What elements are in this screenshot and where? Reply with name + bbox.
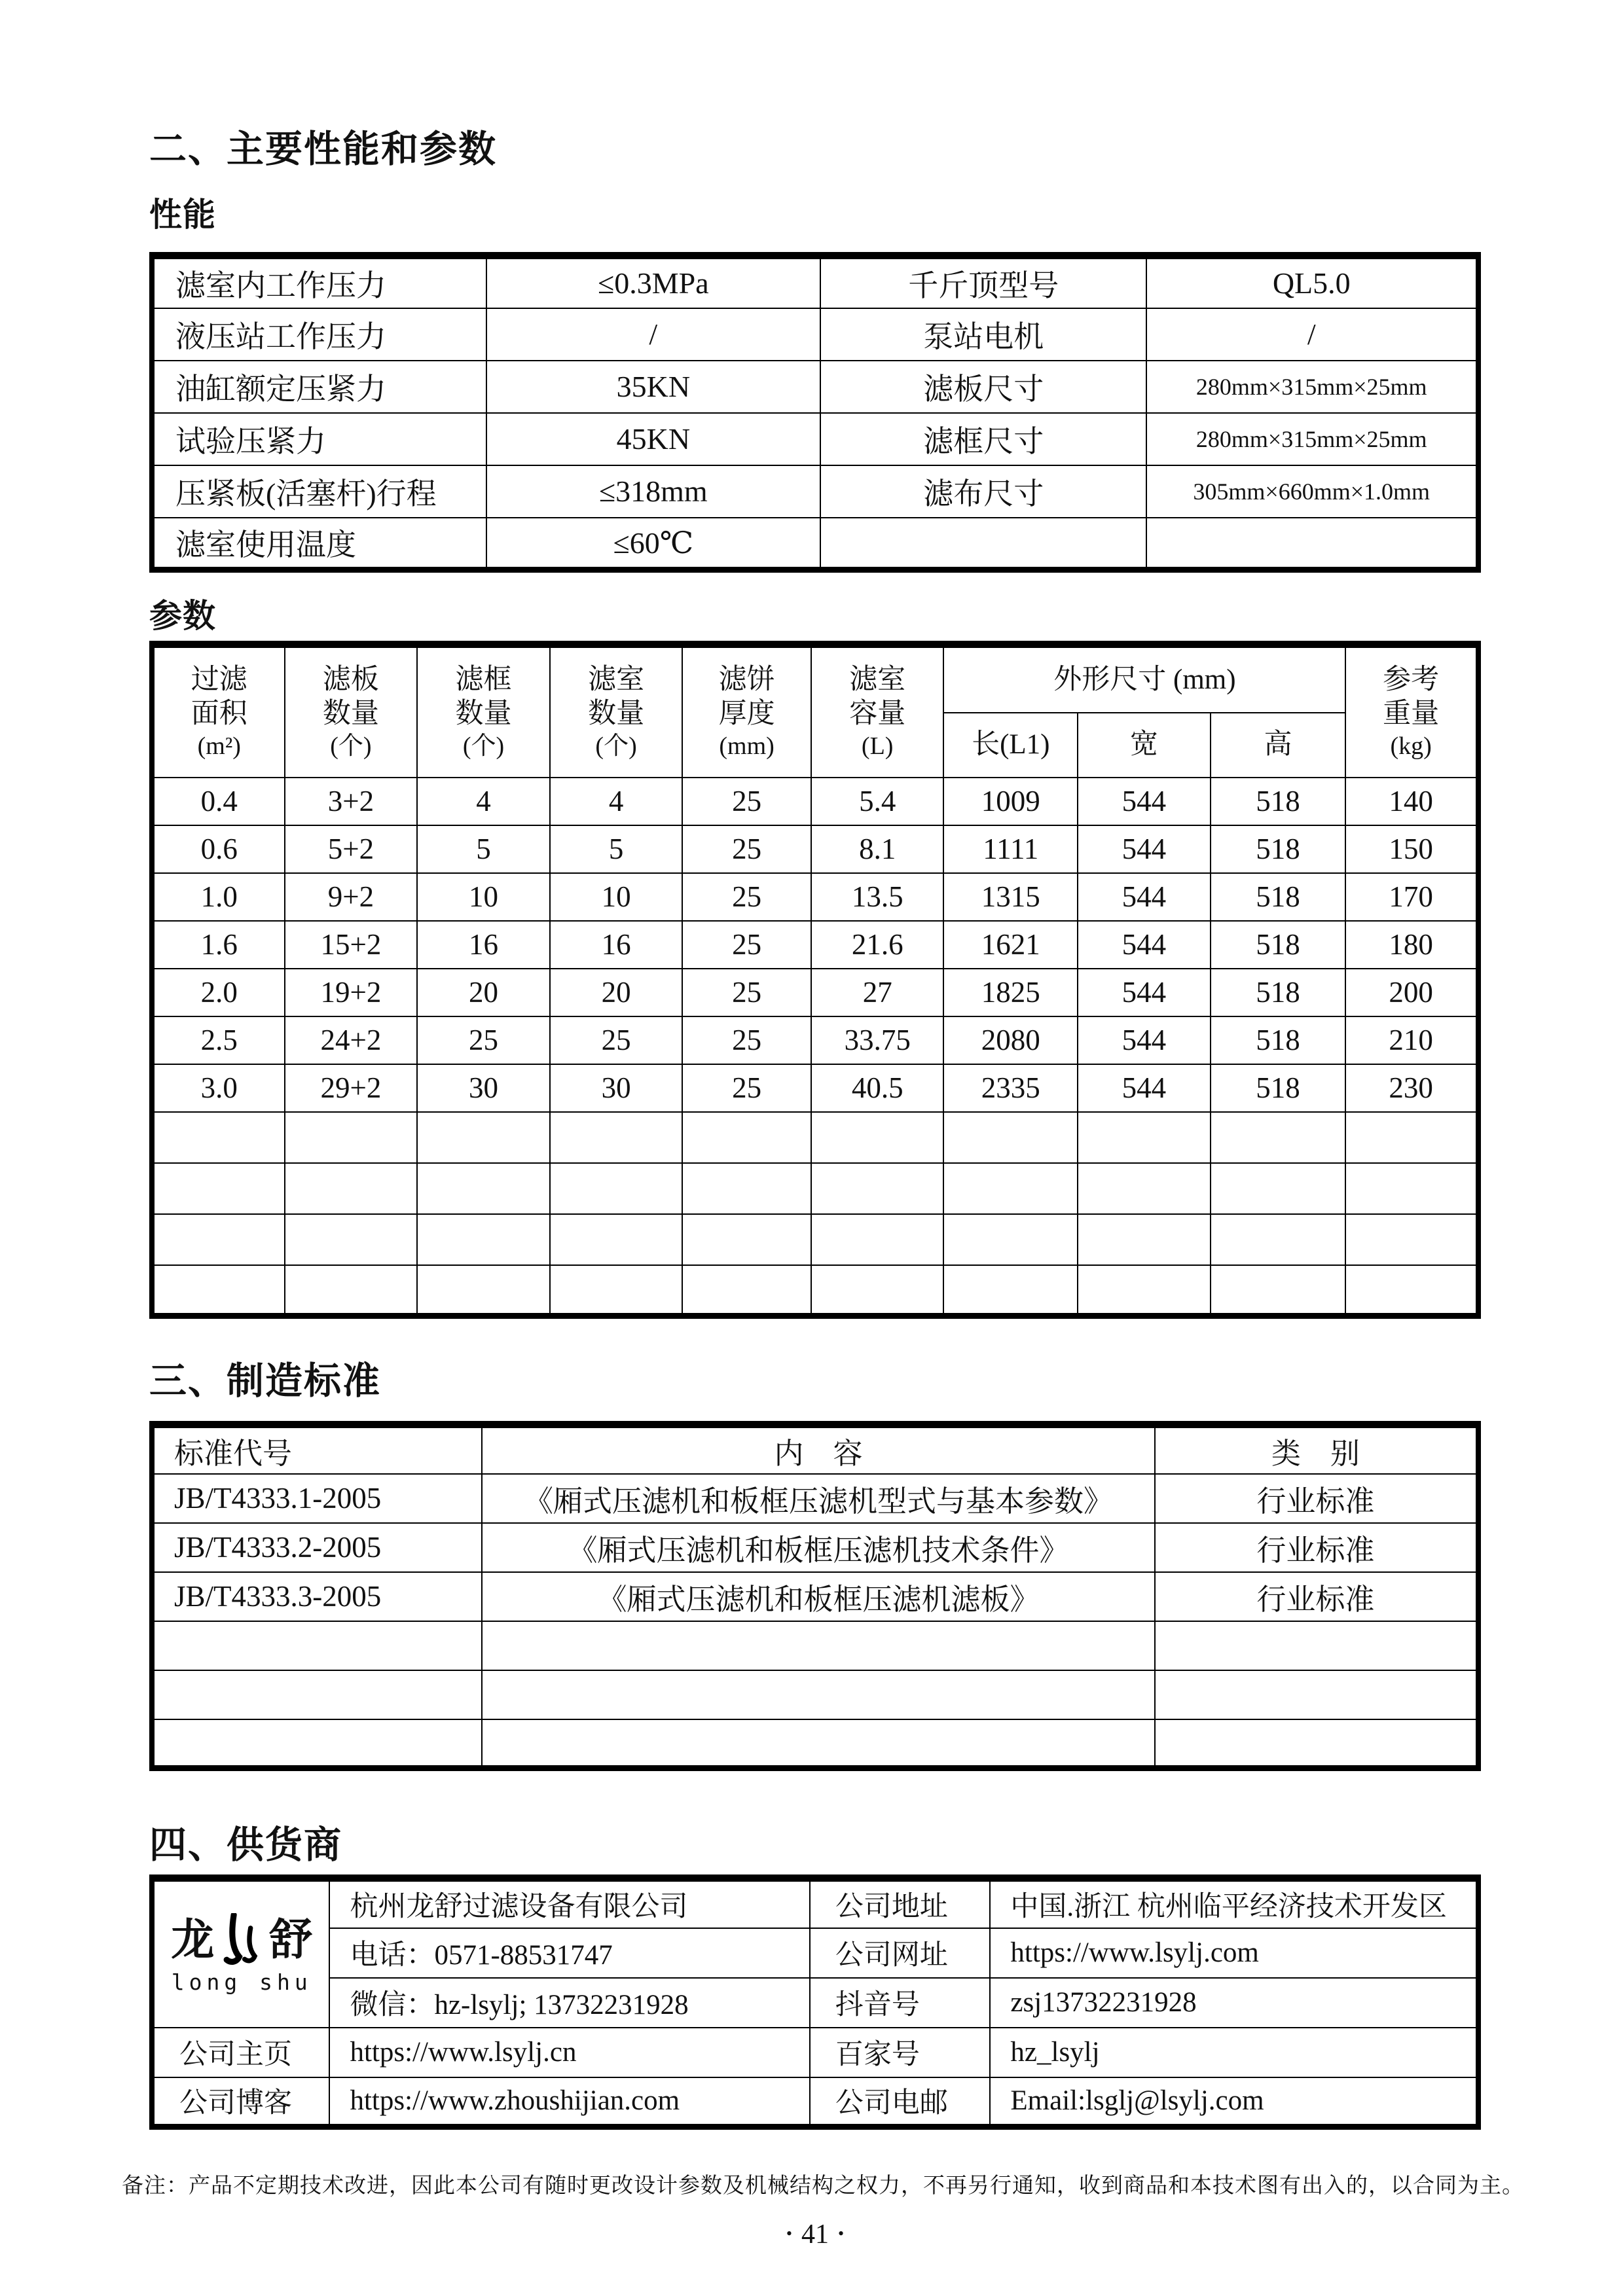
parameter-cell: 544 [1078, 969, 1211, 1016]
parameter-cell: 33.75 [811, 1016, 944, 1064]
parameter-cell: 40.5 [811, 1064, 944, 1112]
supplier-row [152, 1928, 1478, 1978]
parameter-cell: 9+2 [285, 873, 418, 921]
param-header-cake-thickness: 滤饼 厚度 (mm) [682, 645, 811, 778]
parameter-cell-empty [811, 1163, 944, 1214]
parameter-cell-empty [550, 1265, 683, 1316]
performance-label: 滤板尺寸 [820, 361, 1146, 413]
parameter-cell: 544 [1078, 778, 1211, 825]
parameter-cell: 1621 [943, 921, 1078, 969]
parameter-cell-empty [811, 1265, 944, 1316]
logo-subtext: long shu [171, 1969, 312, 1996]
parameter-cell: 518 [1211, 921, 1346, 969]
parameter-cell: 518 [1211, 778, 1346, 825]
supplier-row [152, 2028, 1478, 2077]
standard-row [152, 1474, 1478, 1523]
standard-category: 行业标准 [1155, 1523, 1478, 1572]
parameter-cell-empty [682, 1112, 811, 1163]
parameter-cell: 27 [811, 969, 944, 1016]
standard-category: 行业标准 [1155, 1474, 1478, 1523]
standard-content: 《厢式压滤机和板框压滤机型式与基本参数》 [482, 1474, 1154, 1523]
standard-code: JB/T4333.1-2005 [152, 1474, 482, 1523]
parameter-cell: 30 [550, 1064, 683, 1112]
company-baijiahao-label: 百家号 [810, 2028, 991, 2077]
parameter-cell-empty [550, 1112, 683, 1163]
parameter-cell: 15+2 [285, 921, 418, 969]
parameter-cell: 10 [550, 873, 683, 921]
parameter-cell-empty [550, 1163, 683, 1214]
parameter-row [152, 825, 1478, 873]
performance-row [152, 518, 1478, 570]
company-phone: 电话：0571-88531747 [329, 1928, 809, 1978]
parameter-cell: 25 [682, 873, 811, 921]
parameter-cell: 140 [1345, 778, 1478, 825]
performance-value: / [1146, 308, 1478, 361]
performance-value: 280mm×315mm×25mm [1146, 413, 1478, 465]
standard-empty-row [152, 1719, 1478, 1768]
logo-char-long: 龙 [171, 1916, 215, 1965]
standard-category-empty [1155, 1719, 1478, 1768]
performance-value [1146, 518, 1478, 570]
performance-label: 压紧板(活塞杆)行程 [152, 465, 486, 518]
parameter-cell: 518 [1211, 873, 1346, 921]
parameter-cell-empty [1345, 1112, 1478, 1163]
parameter-cell-empty [1078, 1265, 1211, 1316]
company-douyin-value: zsj13732231928 [990, 1978, 1478, 2028]
performance-label [820, 518, 1146, 570]
parameter-cell: 4 [550, 778, 683, 825]
parameter-cell: 180 [1345, 921, 1478, 969]
standard-category-empty [1155, 1670, 1478, 1719]
standard-category-empty [1155, 1621, 1478, 1670]
standard-empty-row [152, 1621, 1478, 1670]
parameter-row [152, 1064, 1478, 1112]
parameter-cell: 2.5 [152, 1016, 285, 1064]
company-name: 杭州龙舒过滤设备有限公司 [329, 1878, 809, 1928]
parameter-row [152, 1016, 1478, 1064]
parameter-row [152, 921, 1478, 969]
standard-content: 《厢式压滤机和板框压滤机技术条件》 [482, 1523, 1154, 1572]
parameter-cell: 5+2 [285, 825, 418, 873]
parameter-cell: 5 [417, 825, 550, 873]
parameter-cell-empty [1345, 1265, 1478, 1316]
parameter-cell: 5.4 [811, 778, 944, 825]
standard-row [152, 1572, 1478, 1621]
company-douyin-label: 抖音号 [810, 1978, 991, 2028]
param-header-plate-count: 滤板 数量 (个) [285, 645, 418, 778]
parameter-row [152, 969, 1478, 1016]
parameter-cell-empty [943, 1214, 1078, 1265]
parameter-cell: 25 [682, 921, 811, 969]
standard-code-empty [152, 1719, 482, 1768]
standard-code: JB/T4333.3-2005 [152, 1572, 482, 1621]
performance-row [152, 413, 1478, 465]
parameter-cell-empty [682, 1214, 811, 1265]
standard-category: 行业标准 [1155, 1572, 1478, 1621]
performance-label: 液压站工作压力 [152, 308, 486, 361]
parameter-cell: 25 [682, 825, 811, 873]
param-header-filter-area: 过滤 面积 (m²) [152, 645, 285, 778]
standards-table [149, 1421, 1481, 1771]
supplier-row [152, 2077, 1478, 2127]
parameter-cell: 19+2 [285, 969, 418, 1016]
performance-label: 泵站电机 [820, 308, 1146, 361]
param-header-overall-dimensions: 外形尺寸 (mm) [943, 645, 1345, 713]
parameter-cell-empty [285, 1214, 418, 1265]
section-title-manufacturing-standards: 三、制造标准 [149, 1361, 381, 1402]
parameter-row [152, 873, 1478, 921]
parameter-cell: 29+2 [285, 1064, 418, 1112]
document-page [122, 0, 1524, 2250]
company-email-value: Email:lsglj@lsylj.com [990, 2077, 1478, 2127]
param-header-width: 宽 [1078, 713, 1211, 778]
parameter-cell: 518 [1211, 969, 1346, 1016]
parameter-cell: 25 [682, 778, 811, 825]
parameter-cell: 1.0 [152, 873, 285, 921]
parameter-empty-row [152, 1163, 1478, 1214]
parameter-cell: 10 [417, 873, 550, 921]
parameter-cell: 4 [417, 778, 550, 825]
parameter-cell: 24+2 [285, 1016, 418, 1064]
performance-label: 滤布尺寸 [820, 465, 1146, 518]
parameter-cell-empty [1345, 1163, 1478, 1214]
company-homepage-label: 公司主页 [152, 2028, 329, 2077]
parameter-cell-empty [1078, 1112, 1211, 1163]
parameter-cell: 518 [1211, 1064, 1346, 1112]
standards-header-content: 内 容 [482, 1425, 1154, 1474]
subheading-parameters: 参数 [149, 598, 216, 634]
performance-value: QL5.0 [1146, 256, 1478, 308]
parameter-cell: 1009 [943, 778, 1078, 825]
parameter-cell-empty [943, 1163, 1078, 1214]
parameter-cell: 5 [550, 825, 683, 873]
company-wechat: 微信：hz-lsylj; 13732231928 [329, 1978, 809, 2028]
parameter-row [152, 778, 1478, 825]
performance-label: 滤框尺寸 [820, 413, 1146, 465]
parameter-cell-empty [417, 1163, 550, 1214]
parameter-cell-empty [1211, 1112, 1346, 1163]
parameter-cell-empty [943, 1265, 1078, 1316]
parameter-cell-empty [811, 1112, 944, 1163]
performance-value: 305mm×660mm×1.0mm [1146, 465, 1478, 518]
param-header-chamber-count: 滤室 数量 (个) [550, 645, 683, 778]
parameter-cell: 0.6 [152, 825, 285, 873]
subheading-performance: 性能 [149, 196, 216, 233]
page-number-dot: • [786, 2224, 792, 2243]
parameter-cell: 25 [682, 1064, 811, 1112]
standards-header-category: 类 别 [1155, 1425, 1478, 1474]
parameter-cell: 13.5 [811, 873, 944, 921]
parameter-cell-empty [152, 1163, 285, 1214]
logo-brush-mark-icon [221, 1913, 263, 1968]
company-address-value: 中国.浙江 杭州临平经济技术开发区 [990, 1878, 1478, 1928]
parameter-cell-empty [682, 1265, 811, 1316]
performance-row [152, 465, 1478, 518]
parameter-cell-empty [811, 1214, 944, 1265]
parameter-cell: 518 [1211, 1016, 1346, 1064]
parameter-cell: 200 [1345, 969, 1478, 1016]
parameter-cell: 544 [1078, 873, 1211, 921]
parameter-empty-row [152, 1214, 1478, 1265]
parameter-cell-empty [152, 1112, 285, 1163]
logo-characters [155, 1913, 329, 1968]
parameter-cell-empty [417, 1214, 550, 1265]
parameter-cell-empty [285, 1265, 418, 1316]
parameter-cell-empty [1078, 1214, 1211, 1265]
company-email-label: 公司电邮 [810, 2077, 991, 2127]
parameter-cell: 544 [1078, 921, 1211, 969]
param-header-frame-count: 滤框 数量 (个) [417, 645, 550, 778]
performance-label: 油缸额定压紧力 [152, 361, 486, 413]
parameters-table [149, 641, 1481, 1319]
param-header-height: 高 [1211, 713, 1346, 778]
standards-header-code: 标准代号 [152, 1425, 482, 1474]
parameter-cell: 20 [550, 969, 683, 1016]
parameter-cell: 150 [1345, 825, 1478, 873]
parameter-cell: 1825 [943, 969, 1078, 1016]
parameter-cell: 210 [1345, 1016, 1478, 1064]
parameter-cell: 1315 [943, 873, 1078, 921]
parameter-cell-empty [417, 1112, 550, 1163]
parameter-cell-empty [285, 1112, 418, 1163]
parameter-cell: 2080 [943, 1016, 1078, 1064]
parameter-empty-row [152, 1112, 1478, 1163]
performance-label: 千斤顶型号 [820, 256, 1146, 308]
company-blog-label: 公司博客 [152, 2077, 329, 2127]
parameter-cell: 3.0 [152, 1064, 285, 1112]
parameter-cell: 518 [1211, 825, 1346, 873]
parameter-cell: 16 [417, 921, 550, 969]
performance-row [152, 361, 1478, 413]
performance-value: 45KN [486, 413, 821, 465]
logo-char-shu: 舒 [269, 1916, 313, 1965]
parameter-cell-empty [1211, 1214, 1346, 1265]
standard-code-empty [152, 1670, 482, 1719]
performance-value: 35KN [486, 361, 821, 413]
standard-content-empty [482, 1621, 1154, 1670]
parameter-cell-empty [1078, 1163, 1211, 1214]
standard-code-empty [152, 1621, 482, 1670]
parameter-cell: 25 [682, 969, 811, 1016]
company-website-label: 公司网址 [810, 1928, 991, 1978]
performance-row [152, 308, 1478, 361]
parameter-cell: 20 [417, 969, 550, 1016]
company-baijiahao-value: hz_lsylj [990, 2028, 1478, 2077]
company-website-value: https://www.lsylj.com [990, 1928, 1478, 1978]
performance-value: ≤0.3MPa [486, 256, 821, 308]
performance-value: ≤318mm [486, 465, 821, 518]
standard-content-empty [482, 1719, 1154, 1768]
parameter-cell-empty [285, 1163, 418, 1214]
standard-content-empty [482, 1670, 1154, 1719]
company-logo [152, 1878, 329, 2028]
performance-value: ≤60℃ [486, 518, 821, 570]
parameter-cell: 8.1 [811, 825, 944, 873]
parameter-cell-empty [417, 1265, 550, 1316]
performance-value: / [486, 308, 821, 361]
performance-label: 滤室内工作压力 [152, 256, 486, 308]
parameter-cell: 25 [682, 1016, 811, 1064]
parameter-cell-empty [550, 1214, 683, 1265]
parameter-cell: 3+2 [285, 778, 418, 825]
footer-note: 备注：产品不定期技术改进，因此本公司有随时更改设计参数及机械结构之权力，不再另行通知，收到商品和本技术图有出入的，以合同为主。 [122, 2174, 1524, 2198]
parameter-cell: 230 [1345, 1064, 1478, 1112]
parameter-cell: 2335 [943, 1064, 1078, 1112]
param-header-ref-weight: 参考 重量 (kg) [1345, 645, 1478, 778]
parameter-empty-row [152, 1265, 1478, 1316]
company-blog-value: https://www.zhoushijian.com [329, 2077, 809, 2127]
supplier-row [152, 1878, 1478, 1928]
parameter-cell-empty [152, 1214, 285, 1265]
parameter-cell: 1.6 [152, 921, 285, 969]
parameter-cell: 170 [1345, 873, 1478, 921]
performance-value: 280mm×315mm×25mm [1146, 361, 1478, 413]
company-homepage-value: https://www.lsylj.cn [329, 2028, 809, 2077]
parameter-cell: 21.6 [811, 921, 944, 969]
section-title-main-performance: 二、主要性能和参数 [149, 129, 497, 170]
standard-content: 《厢式压滤机和板框压滤机滤板》 [482, 1572, 1154, 1621]
parameter-cell-empty [1345, 1214, 1478, 1265]
parameter-cell: 2.0 [152, 969, 285, 1016]
parameter-cell: 25 [550, 1016, 683, 1064]
parameter-cell: 30 [417, 1064, 550, 1112]
performance-label: 试验压紧力 [152, 413, 486, 465]
page-number-dot: • [838, 2224, 845, 2243]
parameter-cell: 544 [1078, 1016, 1211, 1064]
parameter-cell-empty [943, 1112, 1078, 1163]
parameter-cell: 544 [1078, 1064, 1211, 1112]
parameter-cell-empty [682, 1163, 811, 1214]
standard-row [152, 1523, 1478, 1572]
performance-table [149, 252, 1481, 573]
parameter-cell: 25 [417, 1016, 550, 1064]
company-address-label: 公司地址 [810, 1878, 991, 1928]
performance-row [152, 256, 1478, 308]
parameter-cell-empty [1211, 1163, 1346, 1214]
supplier-table [149, 1874, 1481, 2130]
parameter-cell-empty [152, 1265, 285, 1316]
param-header-length: 长(L1) [943, 713, 1078, 778]
parameter-cell: 1111 [943, 825, 1078, 873]
parameter-cell-empty [1211, 1265, 1346, 1316]
page-number [149, 2219, 1481, 2250]
section-title-supplier: 四、供货商 [149, 1825, 342, 1866]
parameter-cell: 0.4 [152, 778, 285, 825]
standard-code: JB/T4333.2-2005 [152, 1523, 482, 1572]
standard-empty-row [152, 1670, 1478, 1719]
page-number-value: 41 [801, 2219, 829, 2250]
performance-label: 滤室使用温度 [152, 518, 486, 570]
param-header-chamber-volume: 滤室 容量 (L) [811, 645, 944, 778]
parameter-cell: 544 [1078, 825, 1211, 873]
parameter-cell: 16 [550, 921, 683, 969]
supplier-row [152, 1978, 1478, 2028]
